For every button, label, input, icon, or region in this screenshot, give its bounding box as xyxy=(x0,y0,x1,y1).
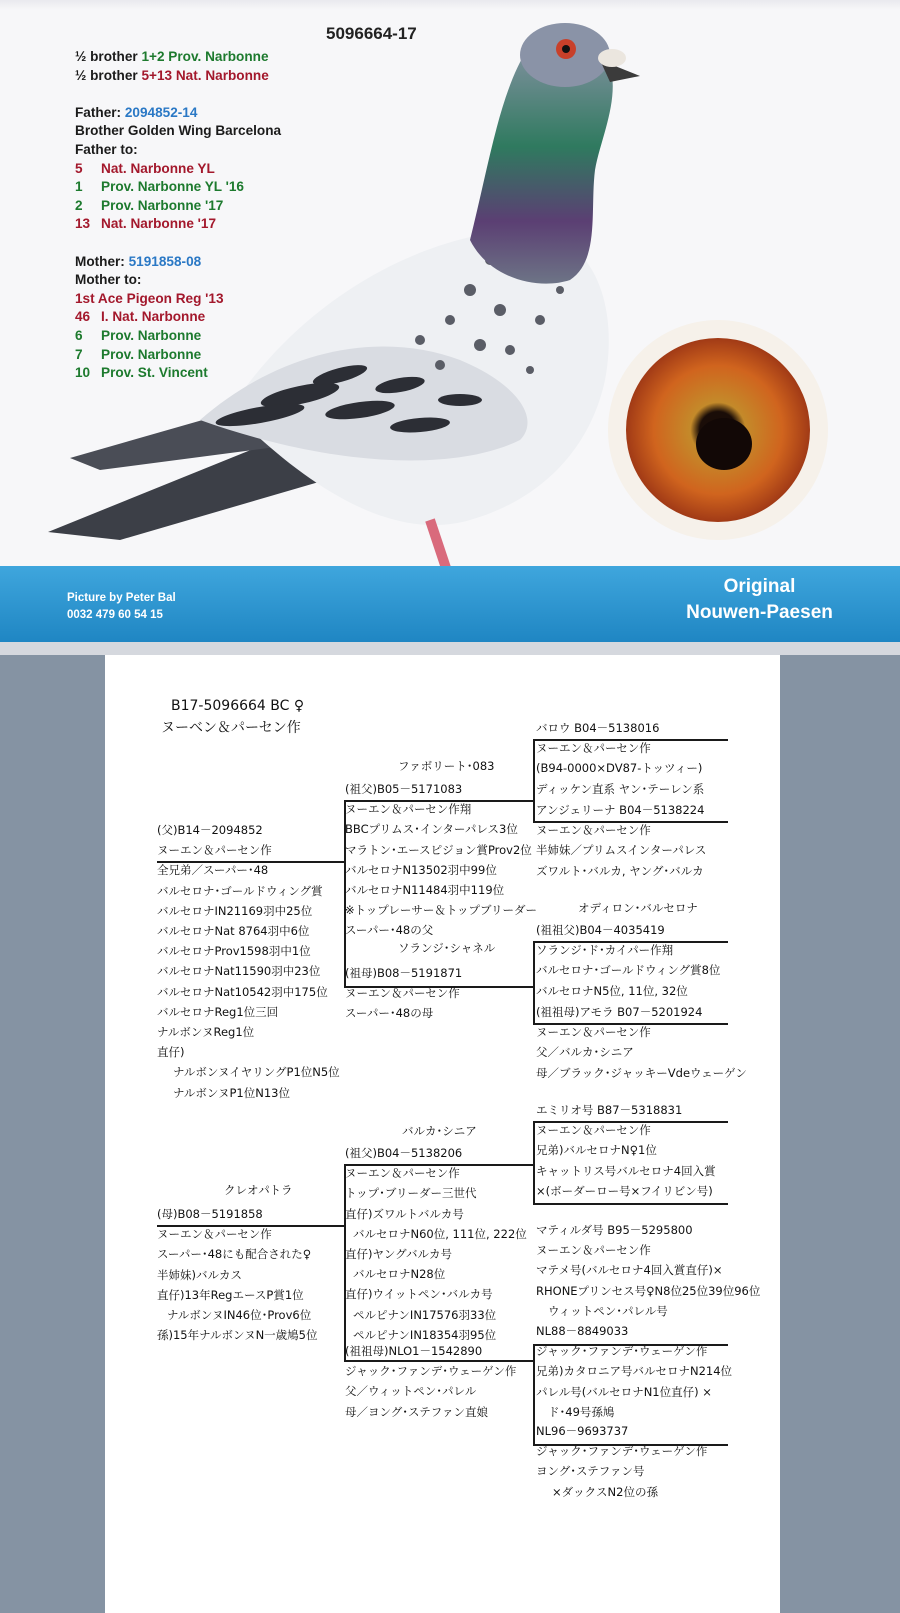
pedigree-mff-line: 兄弟)バルセロナN♀1位 xyxy=(536,1143,657,1158)
pedigree-mfm-line: マティルダ号 B95－5295800 xyxy=(536,1223,693,1237)
info-text: Brother Golden Wing Barcelona xyxy=(75,123,282,139)
pedigree-mother-line: スーパー･48にも配合された♀ xyxy=(157,1247,312,1262)
info-line xyxy=(75,104,281,123)
pedigree-mf-line: 直仔)ウイットペン･バルカ号 xyxy=(345,1287,493,1302)
info-rank: 13 xyxy=(75,216,91,232)
pedigree-mf-line: バルセロナN60位, 111位, 222位 xyxy=(353,1226,527,1241)
line-ff-vertical xyxy=(533,739,535,821)
info-text: Prov. St. Vincent xyxy=(101,365,208,381)
info-rank: 5 xyxy=(75,160,83,176)
info-text: Prov. Narbonne YL '16 xyxy=(101,179,244,195)
pedigree-mf-line: バルセロナN28位 xyxy=(353,1267,446,1282)
info-line xyxy=(75,271,281,290)
pedigree-ff-line: バルセロナN11484羽中119位 xyxy=(345,883,505,897)
pedigree-mfm-line: ウィットペン･パレル号 xyxy=(548,1303,668,1318)
pedigree-father-line: バルセロナReg1位三回 xyxy=(157,1004,279,1019)
pedigree-fmf-line: ソランジ･ド･カイパー作翔 xyxy=(536,943,674,958)
pedigree-mmm-line: ジャック･ファンデ･ウェーゲン作 xyxy=(536,1444,708,1459)
pedigree-father-line: バルセロナNat10542羽中175位 xyxy=(157,984,328,999)
info-rank: 1 xyxy=(75,179,83,195)
line-mm xyxy=(344,1360,534,1362)
line-mfm xyxy=(533,1203,728,1205)
pedigree-ffm-line: アンジェリーナ B04－5138224 xyxy=(536,803,705,817)
pedigree-fm-line: ヌーエン＆パーセン作 xyxy=(345,986,460,1001)
info-text: 2094852-14 xyxy=(124,104,198,120)
pedigree-mf-line: (祖父)B04－5138206 xyxy=(345,1146,463,1160)
pedigree-mmm-line: ×ダックスN2位の孫 xyxy=(552,1484,658,1499)
pedigree-mother-line: (母)B08－5191858 xyxy=(157,1207,263,1221)
pedigree-ffm-line: 半姉妹／プリムスインターパレス xyxy=(536,843,707,858)
ring-number: 5096664-17 xyxy=(326,24,417,43)
info-line xyxy=(75,327,281,346)
credit-photographer: Picture by Peter Bal xyxy=(67,592,176,604)
pedigree-father-line: バルセロナIN21169羽中25位 xyxy=(157,903,313,918)
info-text: ½ brother xyxy=(75,67,142,83)
pedigree-mf-line: 直仔)ヤングバルカ号 xyxy=(345,1247,452,1261)
pedigree-mff-line: ×(ボーダーロー号×フイリビン号) xyxy=(536,1183,713,1198)
pedigree-sheet xyxy=(105,655,780,1613)
pedigree-mm-line: ジャック･ファンデ･ウェーゲン作 xyxy=(345,1364,517,1379)
pedigree-fff-line: バロウ B04－5138016 xyxy=(536,721,660,735)
pedigree-fmm-line: ヌーエン＆パーセン作 xyxy=(536,1025,651,1040)
brand-line2: Nouwen-Paesen xyxy=(686,602,833,623)
info-text: I. Nat. Narbonne xyxy=(101,309,206,325)
info-line xyxy=(75,122,281,141)
info-text: Father to: xyxy=(75,141,138,157)
fmf-name: オディロン･バルセロナ xyxy=(578,901,698,915)
info-text: Prov. Narbonne '17 xyxy=(101,197,224,213)
pedigree-father-line: バルセロナProv1598羽中1位 xyxy=(157,944,311,959)
pedigree-ff-line: ※トップレーサー＆トップブリーダー xyxy=(345,903,538,918)
pedigree-mother-line: ヌーエン＆パーセン作 xyxy=(157,1227,272,1242)
mother-name: クレオパトラ xyxy=(224,1183,293,1197)
pedigree-mm-line: 父／ウィットペン･パレル xyxy=(345,1384,477,1399)
pedigree-mmm-line: ヨング･ステファン号 xyxy=(536,1464,645,1479)
info-line xyxy=(75,215,281,234)
info-line xyxy=(75,364,281,383)
info-line xyxy=(75,67,281,86)
pedigree-father-line: (父)B14－2094852 xyxy=(157,823,263,837)
pedigree-ff-line: BBCプリムス･インターパレス3位 xyxy=(345,822,518,837)
credit-phone: 0032 479 60 54 15 xyxy=(67,609,163,621)
info-text: Prov. Narbonne xyxy=(101,327,202,343)
line-fm-vertical xyxy=(533,941,535,1023)
pedigree-fmf-line: (祖祖父)B04－4035419 xyxy=(536,923,665,937)
card-bottom-edge xyxy=(0,642,900,655)
pedigree-ff-line: (祖父)B05－5171083 xyxy=(345,782,463,796)
fm-name: ソランジ･シャネル xyxy=(398,941,496,955)
pedigree-ff-line: マラトン･エースピジョン賞Prov2位 xyxy=(345,842,532,857)
pedigree-father-line: バルセロナNat 8764羽中6位 xyxy=(157,924,310,938)
pedigree-father-line: ナルボンヌイヤリングP1位N5位 xyxy=(173,1065,340,1080)
brand-line1: Original xyxy=(723,576,796,597)
pedigree-fff-line: ディッケン直系 ヤン･テーレン系 xyxy=(536,781,705,796)
info-rank: 2 xyxy=(75,197,83,213)
pedigree-ff-line: バルセロナN13502羽中99位 xyxy=(345,862,497,877)
pedigree-fmm-line: (祖祖母)アモラ B07－5201924 xyxy=(536,1005,703,1019)
info-line xyxy=(75,141,281,160)
info-line xyxy=(75,160,281,179)
pedigree-father-line: ヌーエン＆パーセン作 xyxy=(157,843,272,858)
pedigree-ffm-line: ヌーエン＆パーセン作 xyxy=(536,823,651,838)
line-mf-vertical xyxy=(533,1121,535,1203)
pedigree-mmm-line: NL96－9693737 xyxy=(536,1424,629,1438)
info-text: 1st Ace Pigeon Reg '13 xyxy=(75,290,224,306)
pedigree-father-line: バルセロナNat11590羽中23位 xyxy=(157,964,321,979)
pedigree-mff-line: エミリオ号 B87－5318831 xyxy=(536,1103,683,1117)
info-text: Mother to: xyxy=(75,272,142,288)
info-rank: 10 xyxy=(75,365,91,381)
pedigree-mmf-line: 兄弟)カタロニア号バルセロナN214位 xyxy=(536,1364,733,1379)
pedigree-ffm-line: ズワルト･バルカ, ヤング･バルカ xyxy=(536,863,704,878)
pedigree-mf-line: 直仔)ズワルトバルカ号 xyxy=(345,1206,464,1221)
pedigree-ff-line: ヌーエン＆パーセン作翔 xyxy=(345,802,472,817)
breeder-brand xyxy=(672,574,847,626)
pedigree-mm-line: (祖祖母)NLO1－1542890 xyxy=(345,1344,483,1358)
info-text: Mother: xyxy=(75,253,129,269)
pedigree-fmf-line: バルセロナ･ゴールドウィング賞8位 xyxy=(536,963,721,978)
pedigree-mf-line: ペルピナンIN18354羽95位 xyxy=(353,1327,497,1342)
pedigree-father-line: バルセロナ･ゴールドウィング賞 xyxy=(157,883,323,898)
line-mm-vertical xyxy=(533,1344,535,1444)
pedigree-mmf-line: ジャック･ファンデ･ウェーゲン作 xyxy=(536,1344,708,1359)
info-rank: 7 xyxy=(75,346,83,362)
pedigree-father-line: ナルボンヌReg1位 xyxy=(157,1025,255,1039)
pedigree-mother-line: 半姉妹)バルカス xyxy=(157,1267,242,1282)
pedigree-father-line: ナルボンヌP1位N13位 xyxy=(173,1085,290,1100)
info-line xyxy=(75,290,281,309)
info-line xyxy=(75,308,281,327)
info-line xyxy=(75,253,281,272)
pedigree-fff-line: ヌーエン＆パーセン作 xyxy=(536,741,651,756)
pedigree-mmf-line: NL88－8849033 xyxy=(536,1324,629,1338)
pedigree-mf-line: ペルピナンIN17576羽33位 xyxy=(353,1307,497,1322)
pedigree-fmm-line: 母／ブラック･ジャッキーVdeウェーゲン xyxy=(536,1065,747,1080)
pedigree-mff-line: キャットリス号バルセロナ4回入賞 xyxy=(536,1163,716,1178)
photo-credit xyxy=(67,590,176,624)
pedigree-fmf-line: バルセロナN5位, 11位, 32位 xyxy=(536,983,688,998)
pedigree-fm-line: スーパー･48の母 xyxy=(345,1006,434,1021)
info-text: ½ brother xyxy=(75,49,142,64)
info-line xyxy=(75,178,281,197)
pigeon-photo-card xyxy=(0,0,900,655)
info-line xyxy=(75,346,281,365)
ff-name: ファボリート･083 xyxy=(398,759,495,773)
pedigree-father-line: 直仔) xyxy=(157,1045,185,1060)
pedigree-mfm-line: RHONEプリンセス号♀N8位25位39位96位 xyxy=(536,1283,761,1298)
pedigree-mmf-line: パレル号(バルセロナN1位直仔) × xyxy=(536,1384,712,1399)
info-text: Prov. Narbonne xyxy=(101,346,202,362)
pedigree-mf-line: ヌーエン＆パーセン作 xyxy=(345,1166,460,1181)
pedigree-mother-line: 孫)15年ナルボンヌN一歳鳩5位 xyxy=(157,1328,318,1343)
info-spacer xyxy=(75,85,281,104)
pedigree-mother-line: 直仔)13年RegエースP賞1位 xyxy=(157,1287,304,1302)
pedigree-mfm-line: ヌーエン＆パーセン作 xyxy=(536,1243,651,1258)
info-line xyxy=(75,197,281,216)
info-text: 5+13 Nat. Narbonne xyxy=(141,67,269,83)
info-rank: 46 xyxy=(75,309,91,325)
line-father xyxy=(157,861,346,863)
pedigree-mf-line: トップ･ブリーダー三世代 xyxy=(345,1186,477,1201)
pedigree-ring: B17-5096664 BC ♀ xyxy=(171,698,305,714)
pedigree-mmf-line: ド･49号孫鳩 xyxy=(548,1404,615,1419)
info-text: Father: xyxy=(75,104,125,120)
pedigree-father-line: 全兄弟／スーパー･48 xyxy=(157,863,269,878)
pedigree-ff-line: スーパー･48の父 xyxy=(345,923,434,938)
info-text: Nat. Narbonne YL xyxy=(101,160,215,176)
pedigree-mm-line: 母／ヨング･ステファン直娘 xyxy=(345,1404,489,1419)
pedigree-fff-line: (B94-0000×DV87-トッツィー) xyxy=(536,761,703,776)
info-text: 1+2 Prov. Narbonne xyxy=(141,49,269,64)
pedigree-mff-line: ヌーエン＆パーセン作 xyxy=(536,1123,651,1138)
pedigree-breeder: ヌーベン＆パーセン作 xyxy=(161,720,301,736)
info-spacer xyxy=(75,234,281,253)
pigeon-info-text xyxy=(75,48,281,383)
pedigree-fmm-line: 父／バルカ･シニア xyxy=(536,1045,634,1060)
info-rank: 6 xyxy=(75,327,83,343)
info-text: 5191858-08 xyxy=(128,253,202,269)
pedigree-mother-line: ナルボンヌIN46位･Prov6位 xyxy=(167,1308,312,1322)
info-line xyxy=(75,48,281,67)
info-text: Nat. Narbonne '17 xyxy=(101,216,217,232)
pedigree-mfm-line: マテメ号(バルセロナ4回入賞直仔)× xyxy=(536,1263,723,1278)
mf-name: バルカ･シニア xyxy=(402,1124,477,1138)
pedigree-fm-line: (祖母)B08－5191871 xyxy=(345,966,463,980)
